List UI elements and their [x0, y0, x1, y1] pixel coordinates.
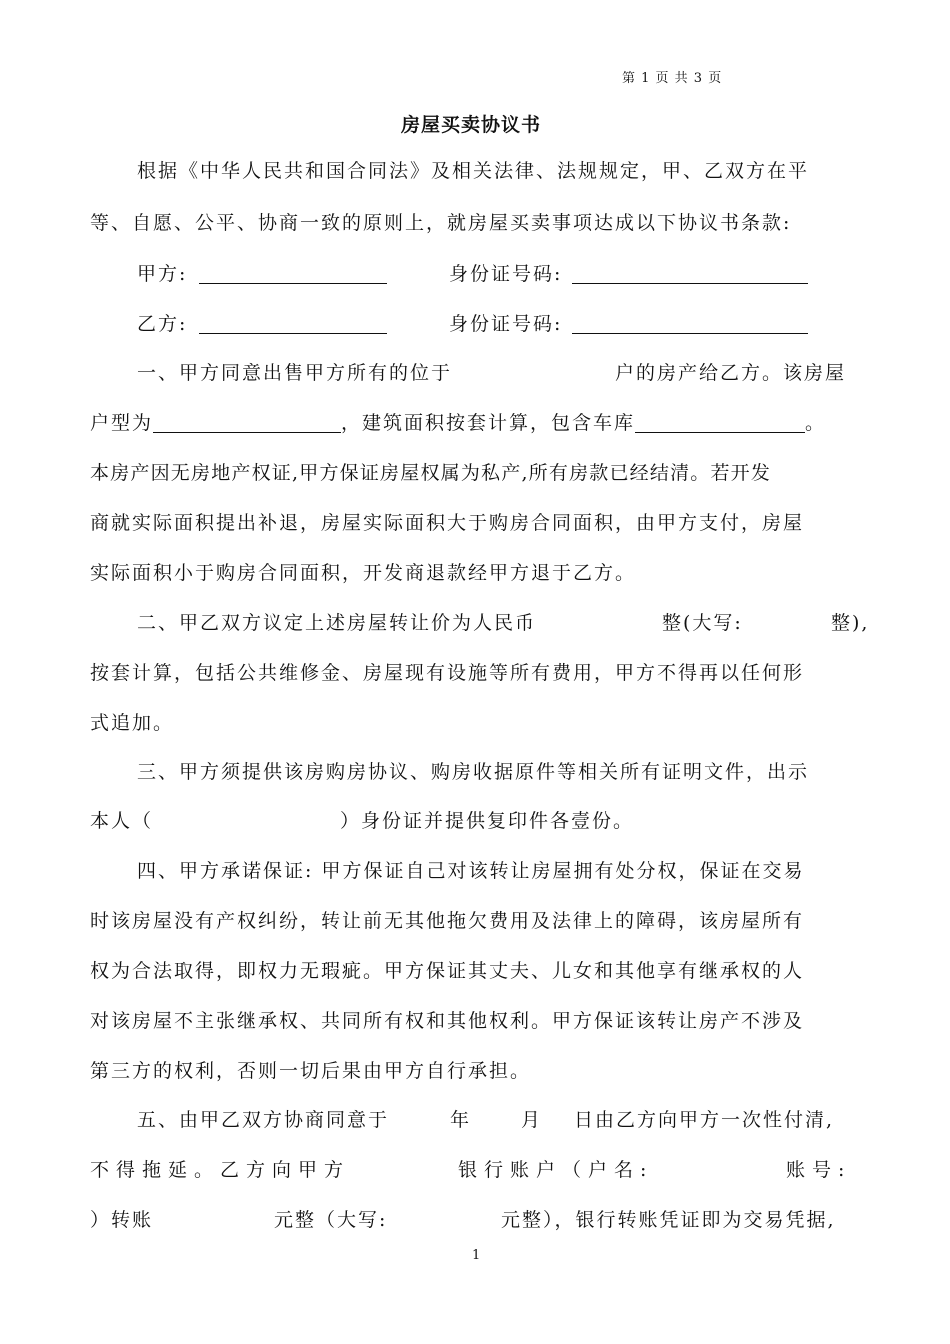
- party-b-label: 乙方:: [137, 313, 188, 335]
- clause4-line-1: 四、甲方承诺保证: 甲方保证自己对该转让房屋拥有处分权，保证在交易: [137, 860, 805, 882]
- clause1-line-3: 本房产因无房地产权证,甲方保证房屋权属为私产,所有房款已经结清。若开发: [90, 462, 772, 484]
- clause5-month-label: 月: [521, 1109, 543, 1131]
- clause5-line-3a: ）转账: [90, 1209, 154, 1231]
- clause5-line-2a: 不得拖延。乙方向甲方: [90, 1159, 351, 1181]
- clause4-line-3: 权为合法取得，即权力无瑕疵。甲方保证其丈夫、儿女和其他享有继承权的人: [90, 960, 805, 982]
- document-title: 房屋买卖协议书: [401, 114, 542, 136]
- party-a-name-blank[interactable]: [199, 263, 387, 284]
- party-a-row: [137, 261, 387, 287]
- party-a-label: 甲方:: [137, 263, 188, 285]
- clause2-line-3: 式追加。: [90, 712, 175, 734]
- page-header-count: 第 1 页 共 3 页: [622, 71, 723, 86]
- page-number: 1: [472, 1248, 481, 1263]
- clause2-line-1a: 二、甲乙双方议定上述房屋转让价为人民币: [137, 612, 537, 634]
- party-a-id-blank[interactable]: [572, 263, 808, 284]
- clause5-line-3b: 元整（大写:: [274, 1209, 388, 1231]
- layout-label: 户型为: [90, 412, 154, 434]
- party-a-id-row: [449, 261, 808, 287]
- clause1-line-1b: 户的房产给乙方。该房屋: [615, 362, 847, 384]
- party-b-id-row: [449, 311, 808, 337]
- clause4-line-2: 时该房屋没有产权纠纷，转让前无其他拖欠费用及法律上的障碍，该房屋所有: [90, 910, 805, 932]
- party-b-name-blank[interactable]: [199, 313, 387, 334]
- intro-line-2: 等、自愿、公平、协商一致的原则上，就房屋买卖事项达成以下协议书条款:: [90, 212, 792, 234]
- party-b-row: [137, 311, 387, 337]
- clause3-line-1: 三、甲方须提供该房购房协议、购房收据原件等相关所有证明文件，出示: [137, 761, 810, 783]
- clause2-line-2: 按套计算，包括公共维修金、房屋现有设施等所有费用，甲方不得再以任何形: [90, 662, 805, 684]
- layout-blank[interactable]: [153, 412, 341, 433]
- clause4-line-5: 第三方的权利，否则一切后果由甲方自行承担。: [90, 1060, 532, 1082]
- clause5-line-2c: 账号:: [786, 1159, 852, 1181]
- clause5-line-1b: 日由乙方向甲方一次性付清,: [574, 1109, 835, 1131]
- area-garage-label: ，建筑面积按套计算，包含车库: [341, 412, 636, 434]
- clause1-line-1a: 一、甲方同意出售甲方所有的位于: [137, 362, 453, 384]
- intro-line-1: 根据《中华人民共和国合同法》及相关法律、法规规定，甲、乙双方在平: [137, 160, 810, 182]
- garage-blank[interactable]: [635, 412, 805, 433]
- clause1-period: 。: [805, 412, 827, 434]
- party-a-id-label: 身份证号码:: [449, 263, 563, 285]
- clause3-line-2a: 本人（: [90, 810, 154, 832]
- clause5-line-1a: 五、由甲乙双方协商同意于: [137, 1109, 390, 1131]
- clause5-line-3c: 元整），银行转账凭证即为交易凭据,: [501, 1209, 836, 1231]
- clause4-line-4: 对该房屋不主张继承权、共同所有权和其他权利。甲方保证该转让房产不涉及: [90, 1010, 805, 1032]
- clause1-line-5: 实际面积小于购房合同面积，开发商退款经甲方退于乙方。: [90, 562, 637, 584]
- party-b-id-blank[interactable]: [572, 313, 808, 334]
- clause1-line-4: 商就实际面积提出补退，房屋实际面积大于购房合同面积，由甲方支付，房屋: [90, 512, 805, 534]
- clause5-line-2b: 银行账户（户名:: [458, 1159, 654, 1181]
- party-b-id-label: 身份证号码:: [449, 313, 563, 335]
- clause2-line-1b: 整(大写:: [662, 612, 743, 634]
- clause3-line-2b: ）身份证并提供复印件各壹份。: [340, 810, 635, 832]
- clause1-line-2: [90, 410, 826, 436]
- clause2-line-1c: 整),: [831, 612, 870, 634]
- clause5-year-label: 年: [450, 1109, 472, 1131]
